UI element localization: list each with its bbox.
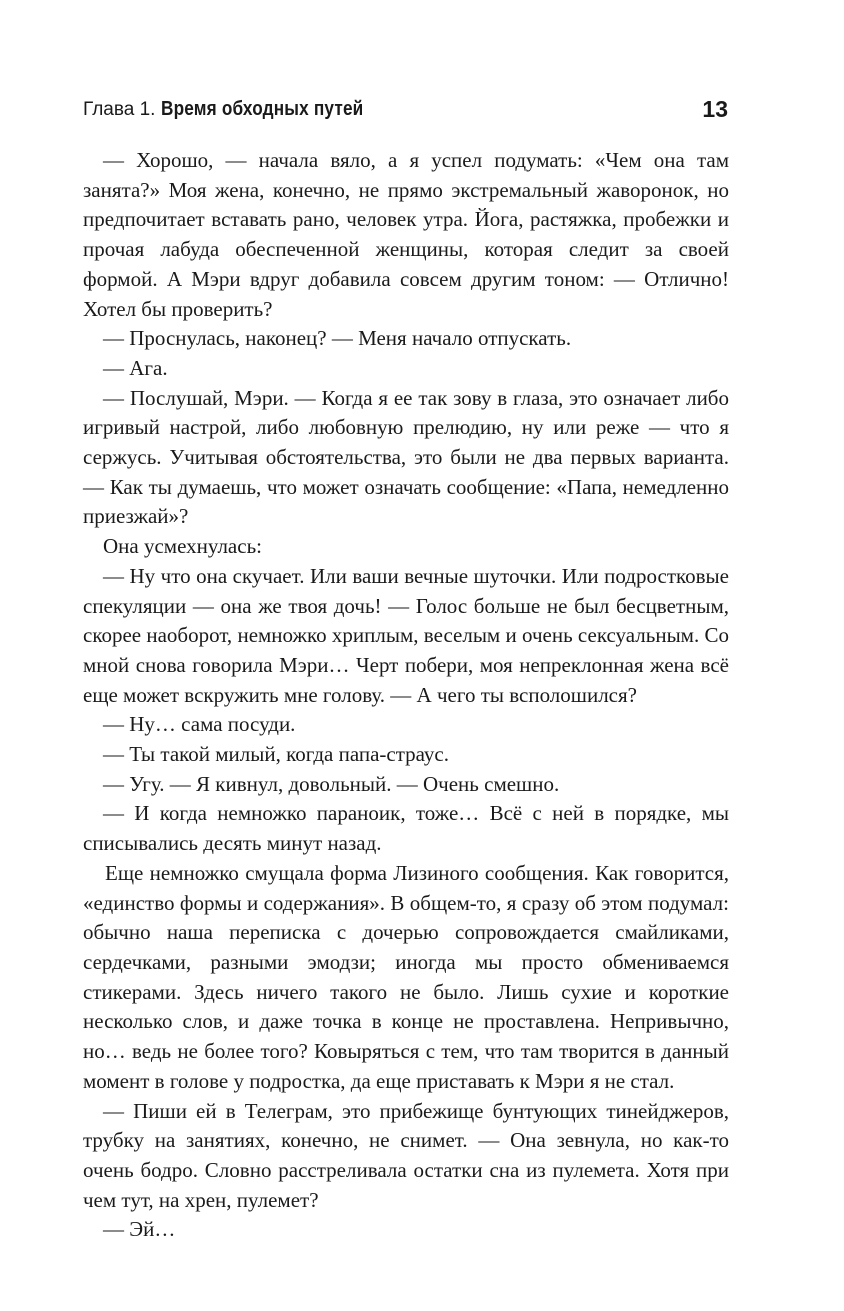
- chapter-title: Время обходных путей: [160, 98, 364, 120]
- paragraph: — Проснулась, наконец? — Меня начало отпускать.: [103, 326, 572, 351]
- chapter-label: Глава 1.: [83, 99, 161, 120]
- paragraph: — Ты такой милый, когда папа-страус.: [103, 742, 449, 767]
- paragraph: Еще немножко смущала форма Лизиного сообщения. Как говорится, «единство формы и содержания». В общем-то, я сразу об этом подумал: обычно наша переписка с дочерью сопровождается смайликами, сердечками, разными эмодзи; иногда мы просто обмениваемся стикерами. Здесь ничего такого не было. Лишь сухие и короткие несколько слов, и даже точка в конце не проставлена. Непривычно, но… ведь не более того? Ковыряться с тем, что там творится в данный момент в голове у подростка, да еще приставать к Мэри я не стал.: [83, 860, 729, 1093]
- paragraph: — Ну что она скучает. Или ваши вечные шуточки. Или подростковые спекуляции — она же твоя дочь! — Голос больше не был бесцветным, скорее наоборот, немножко хриплым, веселым и очень сексуальным. Со мной снова говорила Мэри… Черт побери, моя непреклонная жена всё еще может вскружить мне голову. — А чего ты всполошился?: [83, 563, 729, 707]
- paragraph: — Ага.: [103, 355, 168, 380]
- page-number: 13: [702, 96, 728, 122]
- chapter-heading: [83, 98, 396, 121]
- paragraph: — Угу. — Я кивнул, довольный. — Очень смешно.: [103, 771, 560, 796]
- paragraph: — Эй…: [103, 1217, 176, 1242]
- running-header: [83, 96, 728, 124]
- paragraph: — Хорошо, — начала вяло, а я успел подумать: «Чем она там занята?» Моя жена, конечно, не прямо экстремальный жаворонок, но предпочитает вставать рано, человек утра. Йога, растяжка, пробежки и прочая лабуда обеспеченной женщины, которая следит за своей формой. А Мэри вдруг добавила совсем другим тоном: — Отлично! Хотел бы проверить?: [83, 148, 729, 321]
- paragraph: — Ну… сама посуди.: [103, 712, 296, 737]
- paragraph: — Пиши ей в Телеграм, это прибежище бунтующих тинейджеров, трубку на занятиях, конечно, не снимет. — Она зевнула, но как-то очень бодро. Словно расстреливала остатки сна из пулемета. Хотя при чем тут, на хрен, пулемет?: [83, 1098, 729, 1212]
- paragraph: Она усмехнулась:: [103, 534, 262, 559]
- paragraph: — И когда немножко параноик, тоже… Всё с ней в порядке, мы списывались десять минут назад.: [83, 801, 729, 856]
- body-text: [83, 146, 729, 1245]
- paragraph: — Послушай, Мэри. — Когда я ее так зову в глаза, это означает либо игривый настрой, либо любовную прелюдию, ну или реже — что я сержусь. Учитывая обстоятельства, это были не два первых варианта. — Как ты думаешь, что может означать сообщение: «Папа, немедленно приезжай»?: [83, 385, 729, 529]
